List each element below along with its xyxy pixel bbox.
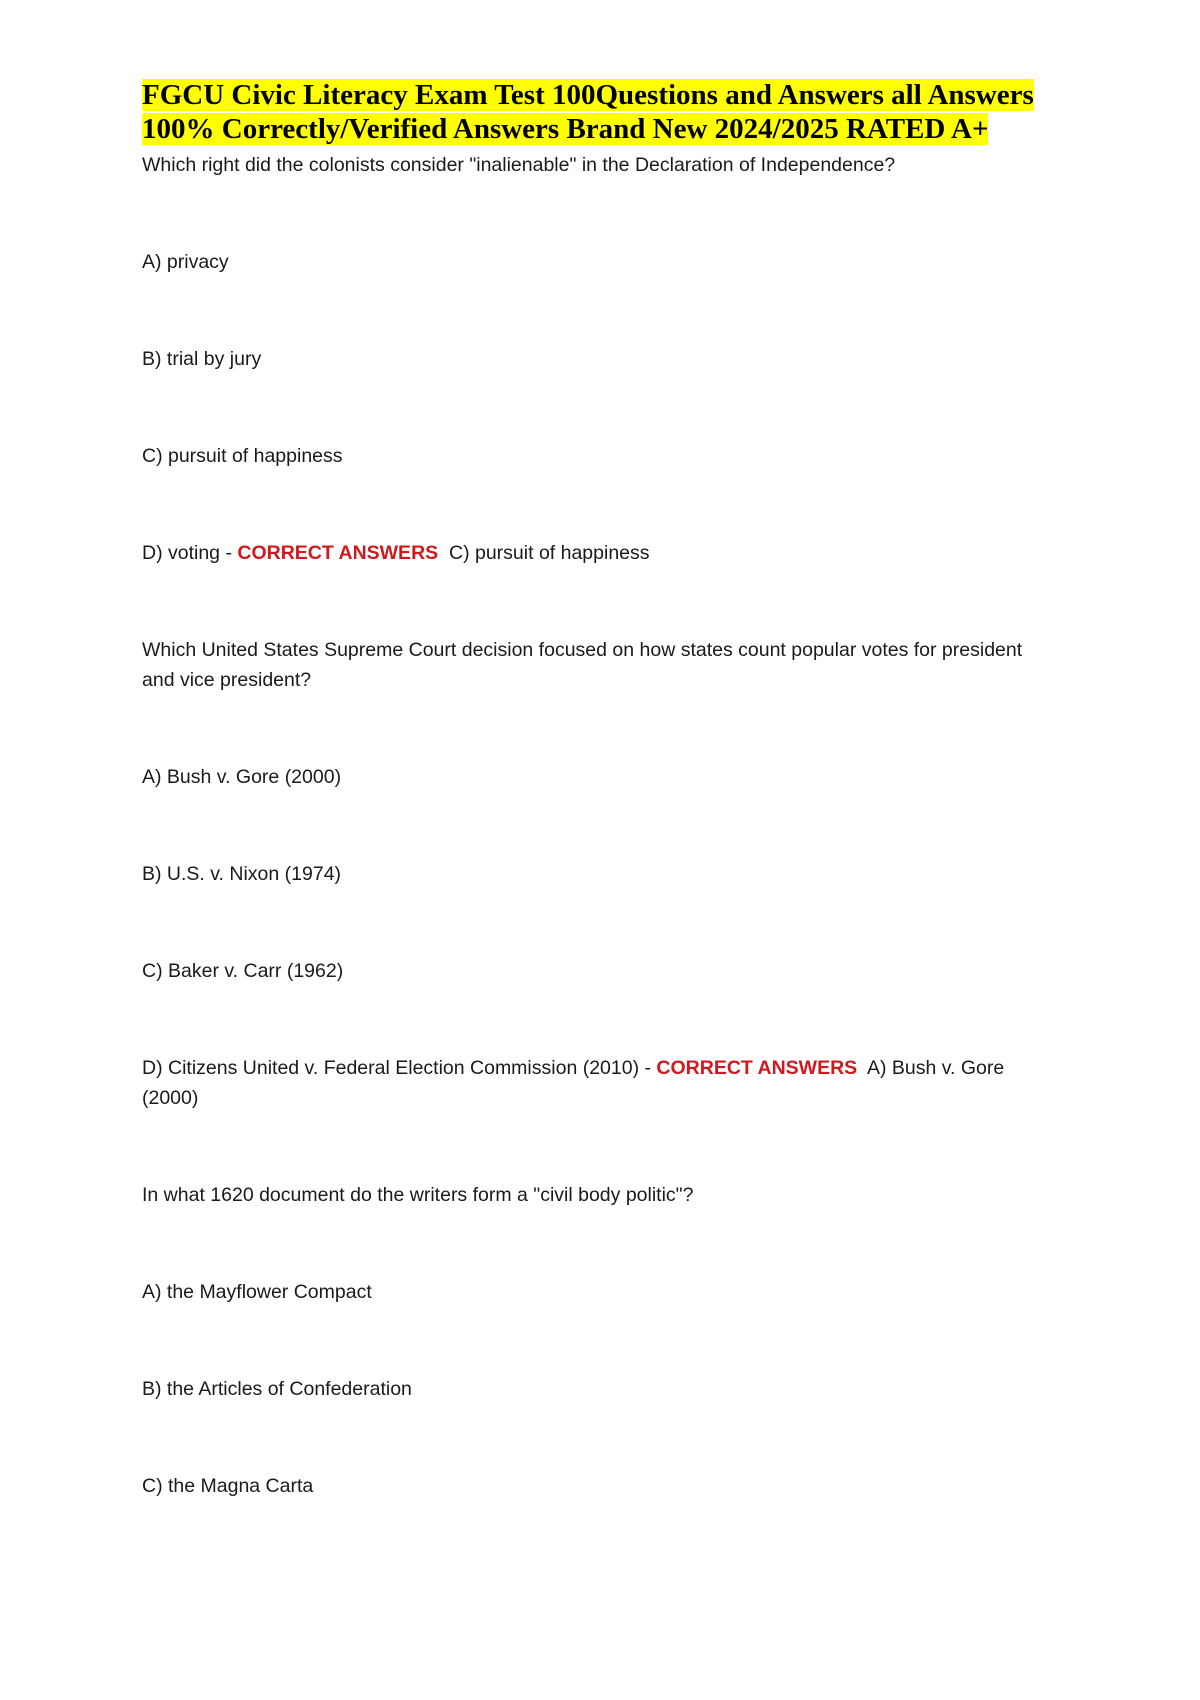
option-b: B) the Articles of Confederation: [142, 1378, 412, 1400]
option-d: D) voting -: [142, 542, 232, 564]
option-c: C) pursuit of happiness: [142, 445, 343, 467]
option-d-with-answer: [142, 538, 1042, 568]
option-a: A) the Mayflower Compact: [142, 1281, 372, 1303]
question-text: Which right did the colonists consider "inalienable" in the Declaration of Independence?: [142, 154, 896, 176]
option-c: C) Baker v. Carr (1962): [142, 960, 344, 982]
question-block-1: [142, 150, 1042, 568]
question-text: In what 1620 document do the writers form a "civil body politic"?: [142, 1184, 694, 1206]
correct-answer: A) Bush v. Gore (2000): [142, 1057, 1005, 1109]
option-a: A) Bush v. Gore (2000): [142, 766, 342, 788]
option-b: B) U.S. v. Nixon (1974): [142, 863, 342, 885]
correct-answers-label: CORRECT ANSWERS: [237, 542, 439, 564]
correct-answer: C) pursuit of happiness: [449, 542, 650, 564]
correct-answers-label: CORRECT ANSWERS: [656, 1057, 858, 1079]
option-b: B) trial by jury: [142, 348, 262, 370]
option-d: D) Citizens United v. Federal Election Commission (2010) -: [142, 1057, 651, 1079]
document-title: [142, 78, 1042, 146]
question-text: Which United States Supreme Court decision focused on how states count popular votes for president and vice president?: [142, 639, 1023, 691]
question-block-2: [142, 635, 1042, 1113]
question-block-3: [142, 1180, 1042, 1501]
option-a: A) privacy: [142, 251, 229, 273]
title-highlight: FGCU Civic Literacy Exam Test 100Questions and Answers all Answers 100% Correctly/Verified Answers Brand New 2024/2025 RATED A+: [142, 79, 1034, 145]
option-c: C) the Magna Carta: [142, 1475, 314, 1497]
document-content: [142, 78, 1042, 1501]
option-d-with-answer: [142, 1053, 1042, 1113]
